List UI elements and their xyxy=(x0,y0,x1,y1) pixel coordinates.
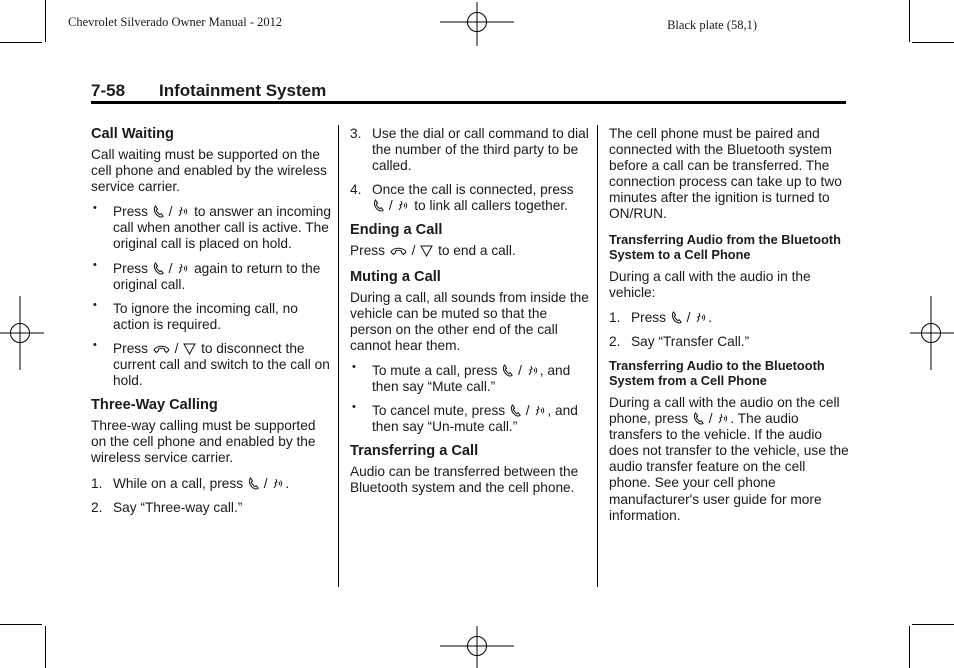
separator: / xyxy=(263,475,268,491)
text: again to return to the original call. xyxy=(113,260,321,292)
paragraph: During a call with the audio in the vehicle: xyxy=(609,268,811,300)
heading-transfer-to-phone: Transferring Audio from the Bluetooth System to a Cell Phone xyxy=(609,231,841,263)
phone-call-icon xyxy=(693,412,704,425)
crop-mark xyxy=(909,0,910,42)
crop-mark xyxy=(912,624,954,625)
paragraph: The cell phone must be paired and connected with the Bluetooth system before a call can be transferred. The connection process can take up to two minutes after the ignition is turned to ON/RUN. xyxy=(609,126,842,222)
text: Say “Transfer Call.” xyxy=(631,333,750,349)
voice-recognition-icon xyxy=(177,261,189,275)
column-divider xyxy=(597,125,598,587)
heading-ending-a-call: Ending a Call xyxy=(350,222,443,239)
list-item xyxy=(91,258,331,293)
bullet: • xyxy=(93,202,97,215)
heading-three-way-calling: Three-Way Calling xyxy=(91,397,218,414)
text: To cancel mute, press xyxy=(372,403,506,419)
separator: / xyxy=(708,411,713,427)
crop-mark xyxy=(0,624,42,625)
text: Press xyxy=(350,243,385,259)
step-number: 2. xyxy=(609,333,621,349)
separator: / xyxy=(388,198,393,214)
header-plate: Black plate (58,1) xyxy=(667,18,757,32)
registration-mark-icon xyxy=(440,2,514,46)
separator: / xyxy=(518,362,522,378)
separator: / xyxy=(168,204,173,220)
list-item xyxy=(350,126,590,174)
page-number: 7-58 xyxy=(91,81,126,100)
list-item xyxy=(350,360,590,395)
end-call-icon xyxy=(153,343,170,355)
phone-call-icon xyxy=(671,311,682,324)
step-number: 4. xyxy=(350,182,362,198)
list-item xyxy=(609,334,849,350)
heading-rule xyxy=(91,101,846,104)
heading-transfer-to-bluetooth: Transferring Audio to the Bluetooth System from a Cell Phone xyxy=(609,357,825,389)
voice-recognition-icon xyxy=(717,411,729,425)
text: During a call with the audio on the cell phone, press xyxy=(609,394,840,427)
phone-call-icon xyxy=(510,404,521,417)
text: . xyxy=(285,475,290,491)
crop-mark xyxy=(45,626,46,668)
heading-muting-a-call: Muting a Call xyxy=(350,268,441,285)
crop-mark xyxy=(912,42,954,43)
header-manual-title: Chevrolet Silverado Owner Manual - 2012 xyxy=(68,15,283,29)
paragraph: Call waiting must be supported on the cell phone and enabled by the wireless service carrier. xyxy=(91,147,327,195)
section-title: Infotainment System xyxy=(159,81,327,100)
text: Press xyxy=(113,204,148,220)
heading-call-waiting: Call Waiting xyxy=(91,126,174,142)
voice-recognition-icon xyxy=(397,198,409,212)
paragraph xyxy=(350,243,590,259)
text: , and then say “Mute call.” xyxy=(372,362,571,395)
text: to link all callers together. xyxy=(414,198,568,214)
step-number: 1. xyxy=(91,475,103,491)
voice-recognition-icon xyxy=(177,204,189,218)
voice-recognition-icon xyxy=(695,310,707,324)
list-item xyxy=(91,500,331,516)
phone-call-icon xyxy=(502,364,513,377)
paragraph: Audio can be transferred between the Bluetooth system and the cell phone. xyxy=(350,464,579,496)
phone-call-icon xyxy=(373,199,384,212)
list-item xyxy=(91,338,331,389)
end-call-icon xyxy=(390,245,407,257)
text: To mute a call, press xyxy=(372,362,498,378)
section-heading xyxy=(91,81,326,101)
list-item xyxy=(91,204,331,252)
voice-recognition-icon xyxy=(272,476,284,490)
list-item xyxy=(91,298,331,333)
heading-transferring-a-call: Transferring a Call xyxy=(350,443,479,460)
step-number: 1. xyxy=(609,309,621,325)
registration-mark-icon xyxy=(0,296,44,370)
triangle-down-icon xyxy=(183,343,196,355)
phone-call-icon xyxy=(248,477,259,490)
separator: / xyxy=(525,403,530,419)
registration-mark-icon xyxy=(440,626,514,668)
separator: / xyxy=(686,309,691,325)
step-number: 3. xyxy=(350,126,362,141)
list-item xyxy=(91,476,331,492)
column-3 xyxy=(609,126,849,533)
bullet: • xyxy=(93,298,97,311)
crop-mark xyxy=(909,626,910,668)
bullet: • xyxy=(352,401,356,414)
crop-mark xyxy=(45,0,46,42)
text: To ignore the incoming call, no action is required. xyxy=(113,300,298,332)
text: Use the dial or call command to dial the number of the third party to be called. xyxy=(372,126,589,174)
text: Press xyxy=(113,260,148,276)
column-1 xyxy=(91,126,331,524)
text: Press xyxy=(631,309,666,325)
paragraph: Three-way calling must be supported on the cell phone and enabled by the wireless service carrier. xyxy=(91,418,316,466)
text: While on a call, press xyxy=(113,475,244,491)
text: . The audio transfers to the vehicle. If the audio does not transfer to the vehicle, use the audio transfer feature on the cell phone. See your cell phone manufacturer's user guide for more information. xyxy=(609,411,849,523)
phone-call-icon xyxy=(153,205,164,218)
separator: / xyxy=(411,243,416,259)
paragraph: During a call, all sounds from inside the vehicle can be muted so that the person on the other end of the call cannot hear them. xyxy=(350,289,589,353)
text: Say “Three-way call.” xyxy=(113,499,243,515)
crop-mark xyxy=(0,42,42,43)
paragraph xyxy=(609,395,849,524)
phone-call-icon xyxy=(153,262,164,275)
text: . xyxy=(708,309,713,325)
text: to end a call. xyxy=(438,243,516,259)
step-number: 2. xyxy=(91,499,103,515)
column-divider xyxy=(338,125,339,587)
text: to disconnect the current call and switch to the call on hold. xyxy=(113,340,330,389)
bullet: • xyxy=(352,360,356,373)
list-item xyxy=(350,403,590,435)
column-2 xyxy=(350,126,590,506)
separator: / xyxy=(174,340,179,356)
text: to answer an incoming call when another call is active. The original call is placed on hold. xyxy=(113,204,332,252)
voice-recognition-icon xyxy=(527,363,539,377)
triangle-down-icon xyxy=(420,245,433,257)
separator: / xyxy=(168,260,173,276)
bullet: • xyxy=(93,338,97,351)
registration-mark-icon xyxy=(910,296,954,370)
voice-recognition-icon xyxy=(534,403,546,417)
text: Press xyxy=(113,340,148,356)
bullet: • xyxy=(93,258,97,271)
list-item xyxy=(609,310,849,326)
text: Once the call is connected, press xyxy=(372,182,574,198)
text: , and then say “Un-mute call.” xyxy=(372,403,578,435)
list-item xyxy=(350,182,590,214)
